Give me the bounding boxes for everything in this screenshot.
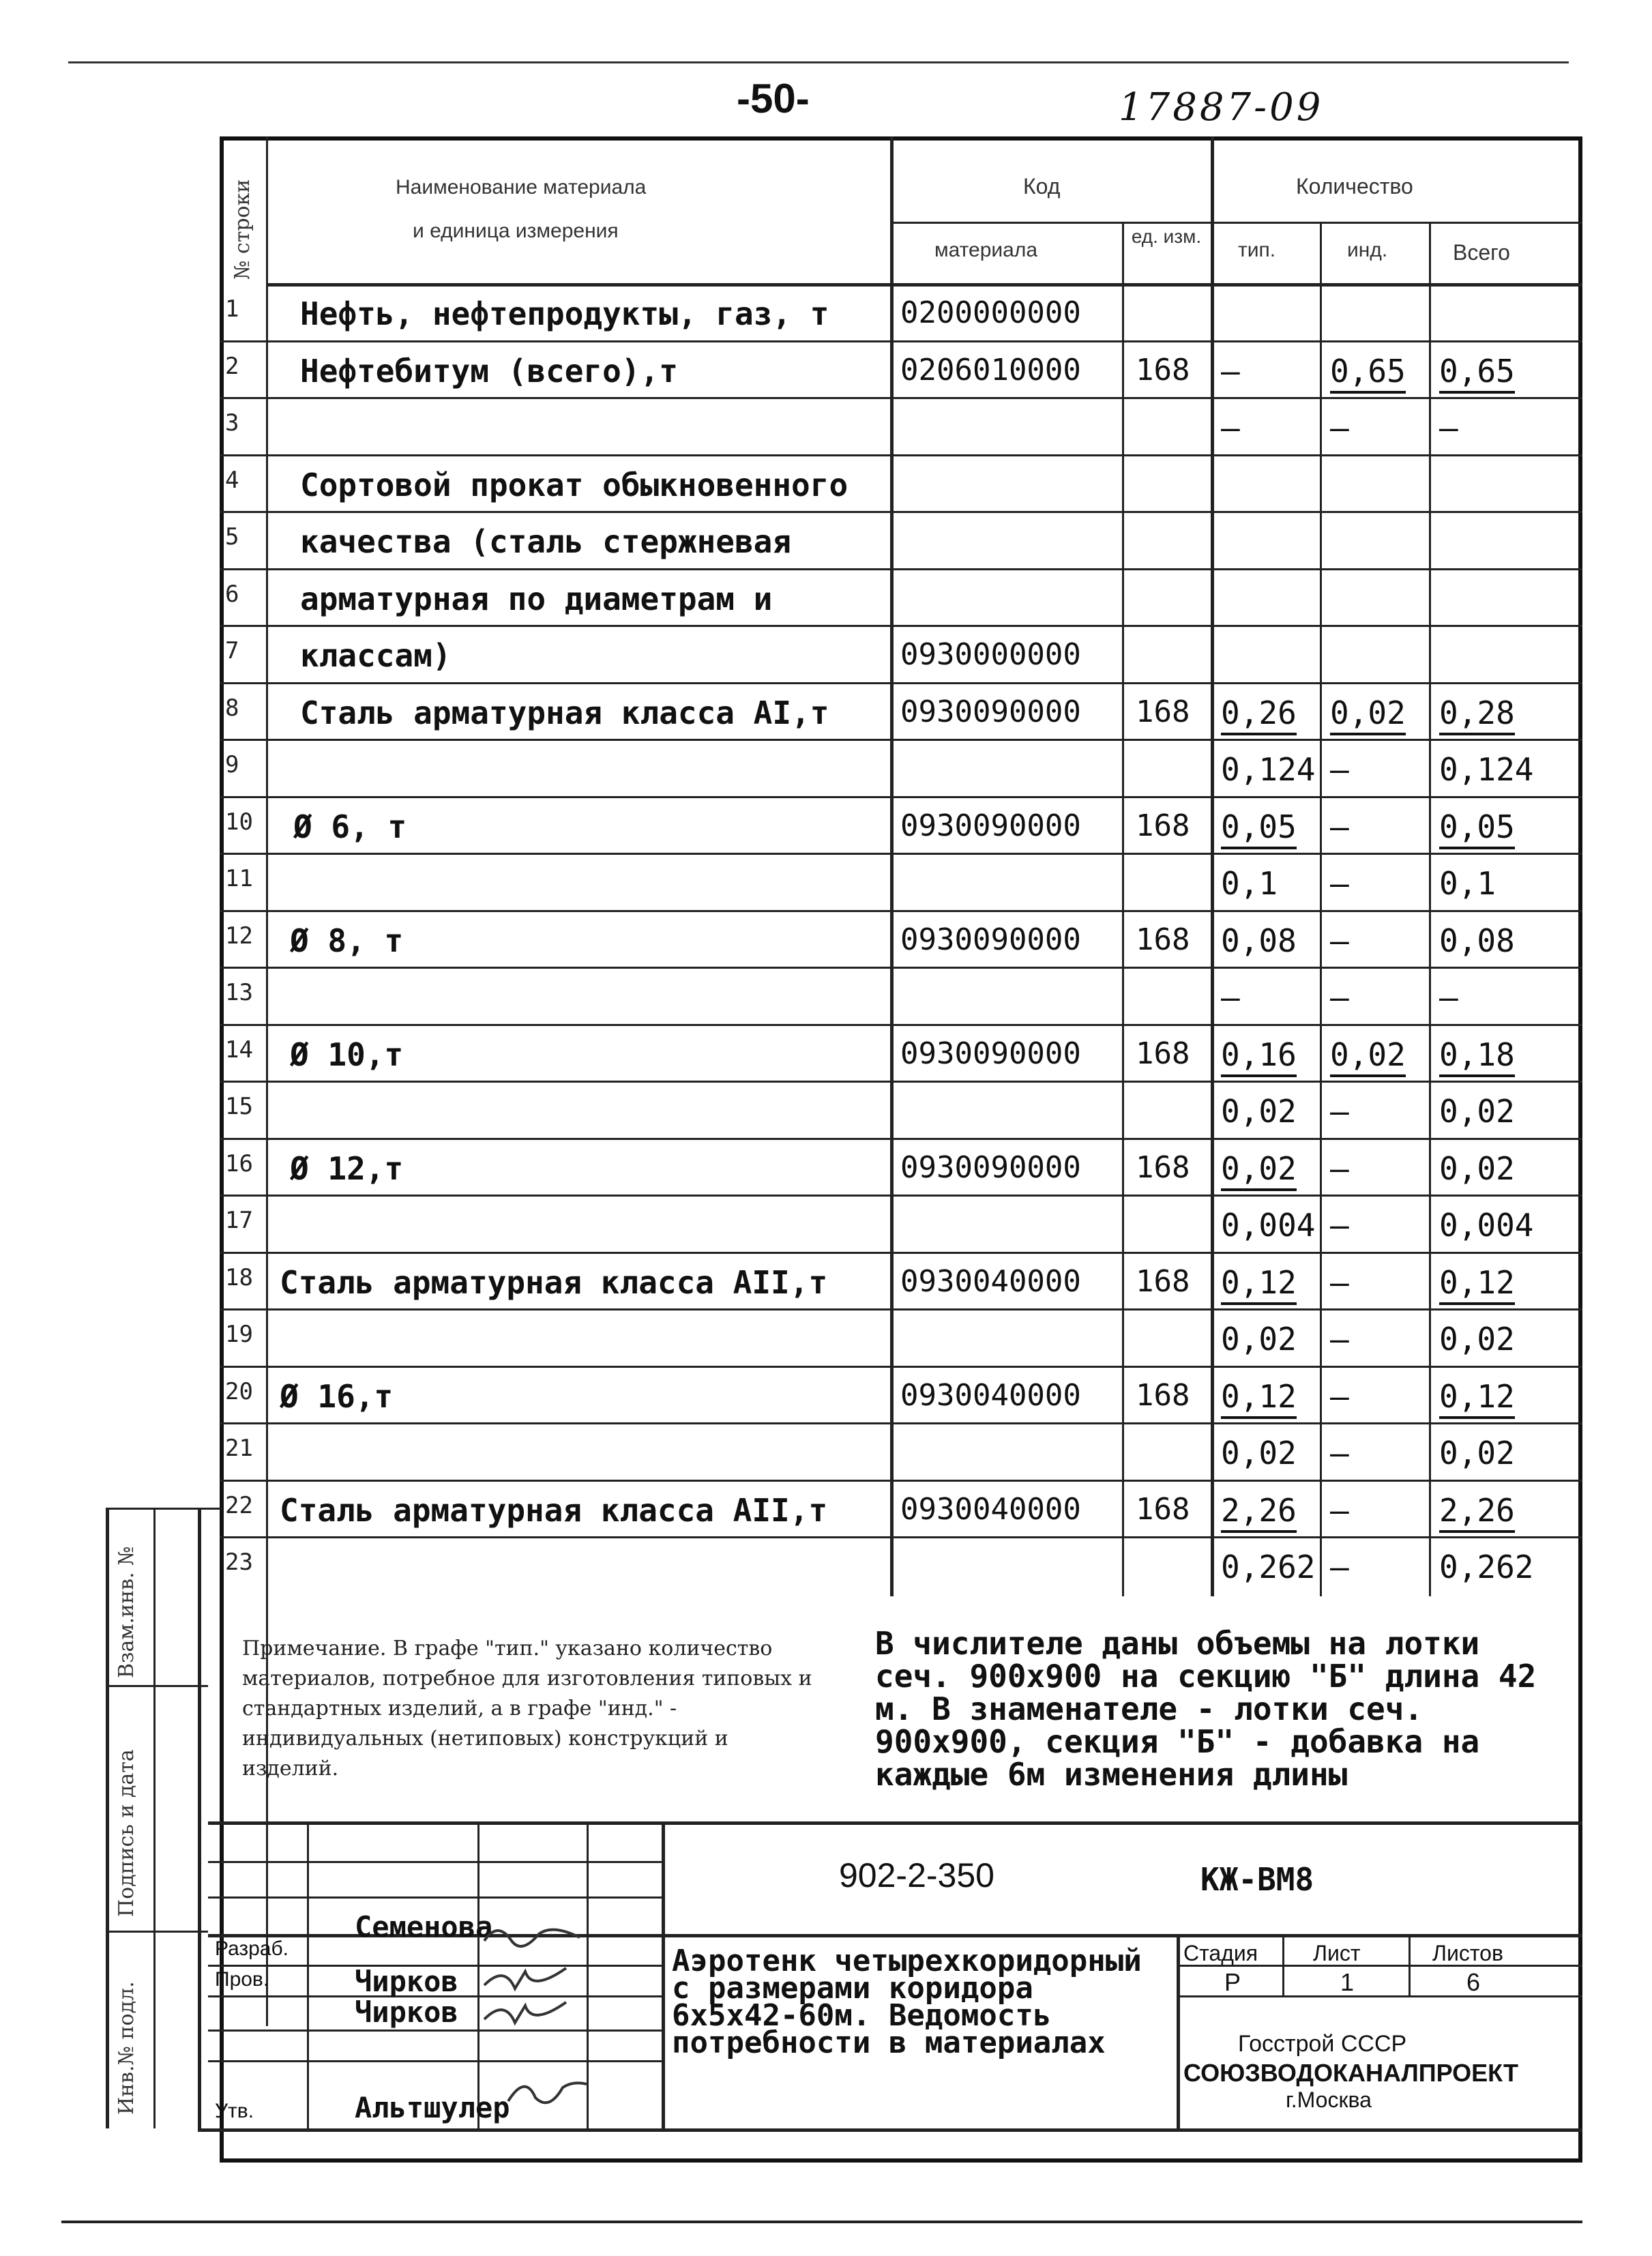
- qty-typ-header: тип.: [1238, 239, 1276, 261]
- row-divider: [220, 967, 1582, 969]
- qty-typ: 0,12: [1221, 1264, 1297, 1305]
- row-divider: [220, 340, 1582, 342]
- row-number: 13: [225, 979, 253, 1006]
- row-number: 1: [225, 295, 239, 323]
- approver-name: Альтшулер: [355, 2091, 510, 2124]
- row-number: 11: [225, 865, 253, 892]
- row-number: 8: [225, 694, 239, 722]
- qty-typ: 0,004: [1221, 1207, 1316, 1244]
- row-divider: [220, 568, 1582, 570]
- grid-line: [1429, 222, 1431, 1596]
- sheet-value: 1: [1340, 1968, 1355, 1996]
- qty-total: 0,02: [1439, 1321, 1515, 1358]
- material-name: Ø 10,т: [290, 1036, 404, 1073]
- row-number: 12: [225, 922, 253, 950]
- qty-typ: 0,262: [1221, 1549, 1316, 1585]
- material-code: 0930090000: [900, 1036, 1081, 1071]
- material-code: 0206010000: [900, 352, 1081, 387]
- material-code: 0200000000: [900, 295, 1081, 330]
- unit-code: 168: [1136, 1036, 1190, 1071]
- unit-code: 168: [1136, 1491, 1190, 1527]
- note-left: Примечание. В графе "тип." указано количество материалов, потребное для изготовления типовых и стандартных изделий, а в графе "инд." - индивидуальных (нетиповых) конструкций и изделий.: [242, 1637, 812, 1781]
- row-number: 6: [225, 580, 239, 608]
- signature-mark: [484, 1930, 580, 1946]
- grid-line: [1408, 1934, 1411, 1995]
- material-code: 0930040000: [900, 1377, 1081, 1413]
- grid-line: [106, 1508, 222, 1510]
- qty-ind: –: [1330, 751, 1349, 788]
- document-number: 17887-09: [1119, 85, 1324, 130]
- row-number: 2: [225, 352, 239, 380]
- qty-typ: –: [1221, 409, 1240, 446]
- grid-line: [1282, 1934, 1284, 1995]
- row-number: 5: [225, 523, 239, 551]
- unit-code: 168: [1136, 1149, 1190, 1185]
- drawing-mark: КЖ-ВМ8: [1200, 1861, 1314, 1898]
- material-name: Ø 12,т: [290, 1149, 404, 1187]
- qty-ind: 0,02: [1330, 1036, 1406, 1077]
- grid-line: [106, 1685, 208, 1687]
- drawing-title: Аэротенк четырехкоридорный с размерами коридора 6х5х42-60м. Ведомость потребности в материалах: [672, 1944, 1142, 2060]
- qty-typ: 0,1: [1221, 865, 1278, 902]
- qty-ind: –: [1330, 1093, 1349, 1130]
- qty-ind-header: инд.: [1347, 239, 1388, 261]
- code-unit-header: ед. изм.: [1131, 226, 1202, 247]
- grid-line: [307, 1821, 309, 2128]
- qty-total: 0,02: [1439, 1435, 1515, 1471]
- row-number: 22: [225, 1491, 253, 1519]
- stage-value: Р: [1224, 1968, 1241, 1996]
- role-approver: Утв.: [215, 2100, 254, 2122]
- row-number: 17: [225, 1207, 253, 1234]
- row-number: 20: [225, 1377, 253, 1405]
- qty-typ: 0,26: [1221, 694, 1297, 735]
- role-checker: Пров.: [215, 1968, 269, 1991]
- row-divider: [220, 1195, 1582, 1197]
- qty-typ: 0,02: [1221, 1093, 1297, 1130]
- material-name: Ø 16,т: [280, 1377, 394, 1415]
- qty-typ: 0,05: [1221, 808, 1297, 849]
- grid-line: [266, 283, 1582, 287]
- sheets-value: 6: [1466, 1968, 1481, 1996]
- qty-ind: 0,65: [1330, 353, 1406, 394]
- grid-line: [1177, 1934, 1180, 2128]
- name-header: Наименование материала: [396, 176, 647, 199]
- row-divider: [220, 1138, 1582, 1140]
- top-rule: [68, 61, 1569, 63]
- qty-total: 0,1: [1439, 865, 1496, 902]
- org-line-1: Госстрой СССР: [1238, 2031, 1407, 2057]
- qty-ind: –: [1330, 1207, 1349, 1244]
- row-divider: [220, 511, 1582, 513]
- material-name: качества (сталь стержневая: [300, 523, 792, 560]
- unit-code: 168: [1136, 694, 1190, 729]
- code-header: Код: [1023, 174, 1061, 199]
- material-name: Сталь арматурная класса АII,т: [280, 1263, 828, 1301]
- row-number-header: № строки: [231, 179, 254, 280]
- qty-ind: –: [1330, 1377, 1349, 1415]
- grid-line: [890, 222, 1582, 224]
- row-number: 4: [225, 466, 239, 494]
- project-code: 902-2-350: [839, 1856, 994, 1894]
- qty-total: 0,28: [1439, 694, 1515, 735]
- grid-line: [662, 1821, 665, 2128]
- qty-total-header: Всего: [1453, 240, 1510, 265]
- grid-line: [208, 1861, 662, 1863]
- qty-total: 0,12: [1439, 1378, 1515, 1419]
- checker-name: Чирков: [355, 1965, 458, 1998]
- qty-total: 0,18: [1439, 1036, 1515, 1077]
- row-divider: [220, 1536, 1582, 1538]
- unit-code: 168: [1136, 1263, 1190, 1299]
- material-code: 0930090000: [900, 808, 1081, 843]
- developer-name: Семенова: [355, 1910, 493, 1944]
- qty-ind: –: [1330, 409, 1349, 446]
- qty-typ: 0,12: [1221, 1378, 1297, 1419]
- material-name: Сортовой прокат обыкновенного: [300, 466, 849, 503]
- material-name: Ø 8, т: [290, 922, 404, 959]
- org-line-3: г.Москва: [1286, 2087, 1372, 2112]
- qty-total: 0,65: [1439, 353, 1515, 394]
- qty-typ: 0,02: [1221, 1435, 1297, 1471]
- qty-total: 0,12: [1439, 1264, 1515, 1305]
- unit-code: 168: [1136, 922, 1190, 957]
- row-number: 7: [225, 637, 239, 664]
- qty-total: 0,02: [1439, 1093, 1515, 1130]
- bottom-rule: [61, 2221, 1582, 2223]
- row-number: 18: [225, 1263, 253, 1291]
- qty-typ: 2,26: [1221, 1492, 1297, 1533]
- row-number: 9: [225, 751, 239, 778]
- grid-line: [1320, 222, 1322, 1596]
- qty-ind: –: [1330, 1263, 1349, 1301]
- material-name: Ø 6, т: [293, 808, 407, 845]
- material-code: 0930040000: [900, 1491, 1081, 1527]
- material-code: 0930090000: [900, 922, 1081, 957]
- qty-total: 0,004: [1439, 1207, 1534, 1244]
- margin-inv-no: Инв.№ подл.: [115, 1981, 138, 2115]
- margin-replace-inv: Взам.инв. №: [115, 1546, 138, 1678]
- unit-code: 168: [1136, 352, 1190, 387]
- row-divider: [220, 1366, 1582, 1368]
- qty-ind: –: [1330, 979, 1349, 1016]
- row-number: 10: [225, 808, 253, 836]
- grid-line: [208, 1821, 1582, 1825]
- qty-ind: –: [1330, 1491, 1349, 1529]
- grid-line: [1122, 222, 1124, 1596]
- sheets-label: Листов: [1432, 1941, 1503, 1965]
- qty-total: 0,05: [1439, 808, 1515, 849]
- row-divider: [220, 1308, 1582, 1310]
- row-divider: [220, 454, 1582, 456]
- qty-typ: –: [1221, 979, 1240, 1016]
- qty-total: 0,02: [1439, 1149, 1515, 1187]
- material-code: 0930090000: [900, 694, 1081, 729]
- checker-name-2: Чирков: [355, 1995, 458, 2029]
- row-number: 3: [225, 409, 239, 437]
- row-number: 21: [225, 1435, 253, 1462]
- row-divider: [220, 1480, 1582, 1482]
- qty-typ: 0,08: [1221, 922, 1297, 959]
- page-number: -50-: [737, 76, 810, 121]
- qty-typ: 0,02: [1221, 1150, 1297, 1191]
- role-developer: Разраб.: [215, 1937, 289, 1960]
- row-divider: [220, 739, 1582, 741]
- row-divider: [220, 625, 1582, 627]
- name-header-sub: и единица измерения: [413, 220, 619, 242]
- qty-ind: –: [1330, 1149, 1349, 1187]
- qty-total: 0,262: [1439, 1549, 1534, 1585]
- qty-ind: –: [1330, 922, 1349, 959]
- grid-line: [106, 1508, 109, 2128]
- qty-ind: –: [1330, 865, 1349, 902]
- qty-total: –: [1439, 979, 1458, 1016]
- qty-ind: –: [1330, 1435, 1349, 1471]
- row-divider: [220, 682, 1582, 684]
- grid-line: [153, 1508, 156, 2128]
- row-divider: [220, 1081, 1582, 1083]
- unit-code: 168: [1136, 1377, 1190, 1413]
- quantity-header: Количество: [1296, 174, 1413, 199]
- margin-sign-date: Подпись и дата: [115, 1749, 138, 1917]
- qty-total: 0,124: [1439, 751, 1534, 788]
- row-number: 14: [225, 1036, 253, 1064]
- material-name: Сталь арматурная класса АII,т: [280, 1491, 828, 1529]
- qty-ind: –: [1330, 808, 1349, 845]
- qty-typ: 0,02: [1221, 1321, 1297, 1358]
- unit-code: 168: [1136, 808, 1190, 843]
- signature-mark: [508, 2083, 587, 2103]
- row-divider: [220, 796, 1582, 798]
- qty-typ: 0,124: [1221, 751, 1316, 788]
- row-number: 16: [225, 1149, 253, 1177]
- code-material-header: материала: [934, 239, 1038, 261]
- qty-typ: 0,16: [1221, 1036, 1297, 1077]
- signature-mark: [484, 1968, 566, 1989]
- material-code: 0930040000: [900, 1263, 1081, 1299]
- signatures: [471, 1903, 648, 2122]
- grid-line: [1211, 136, 1214, 1596]
- row-divider: [220, 1252, 1582, 1254]
- row-number: 23: [225, 1549, 253, 1576]
- material-name: арматурная по диаметрам и: [300, 580, 773, 617]
- qty-total: –: [1439, 409, 1458, 446]
- org-line-2: СОЮЗВОДОКАНАЛПРОЕКТ: [1183, 2059, 1519, 2087]
- qty-typ: –: [1221, 352, 1240, 390]
- material-name: классам): [300, 637, 452, 674]
- row-number: 19: [225, 1321, 253, 1348]
- grid-line: [890, 136, 894, 1596]
- qty-ind: –: [1330, 1549, 1349, 1585]
- signature-mark: [484, 2002, 566, 2023]
- grid-line: [198, 1508, 201, 2128]
- grid-line: [208, 1896, 662, 1899]
- row-divider: [220, 910, 1582, 912]
- material-name: Нефтебитум (всего),т: [300, 352, 678, 390]
- qty-ind: –: [1330, 1321, 1349, 1358]
- material-code: 0930000000: [900, 637, 1081, 672]
- row-divider: [220, 1024, 1582, 1026]
- qty-total: 2,26: [1439, 1492, 1515, 1533]
- row-divider: [220, 1422, 1582, 1424]
- qty-total: 0,08: [1439, 922, 1515, 959]
- grid-line: [106, 1931, 208, 1933]
- qty-ind: 0,02: [1330, 694, 1406, 735]
- row-divider: [220, 397, 1582, 399]
- stage-label: Стадия: [1183, 1941, 1258, 1965]
- row-number: 15: [225, 1093, 253, 1120]
- material-name: Сталь арматурная класса АI,т: [300, 694, 829, 731]
- material-name: Нефть, нефтепродукты, газ, т: [300, 295, 829, 332]
- note-right: В числителе даны объемы на лотки сеч. 900х900 на секцию "Б" длина 42 м. В знаменателе - лотки сеч. 900х900, секция "Б" - добавка на каждые 6м изменения длины: [875, 1625, 1537, 1793]
- grid-line: [198, 2128, 1582, 2132]
- material-code: 0930090000: [900, 1149, 1081, 1185]
- row-divider: [220, 853, 1582, 855]
- sheet-label: Лист: [1313, 1941, 1361, 1965]
